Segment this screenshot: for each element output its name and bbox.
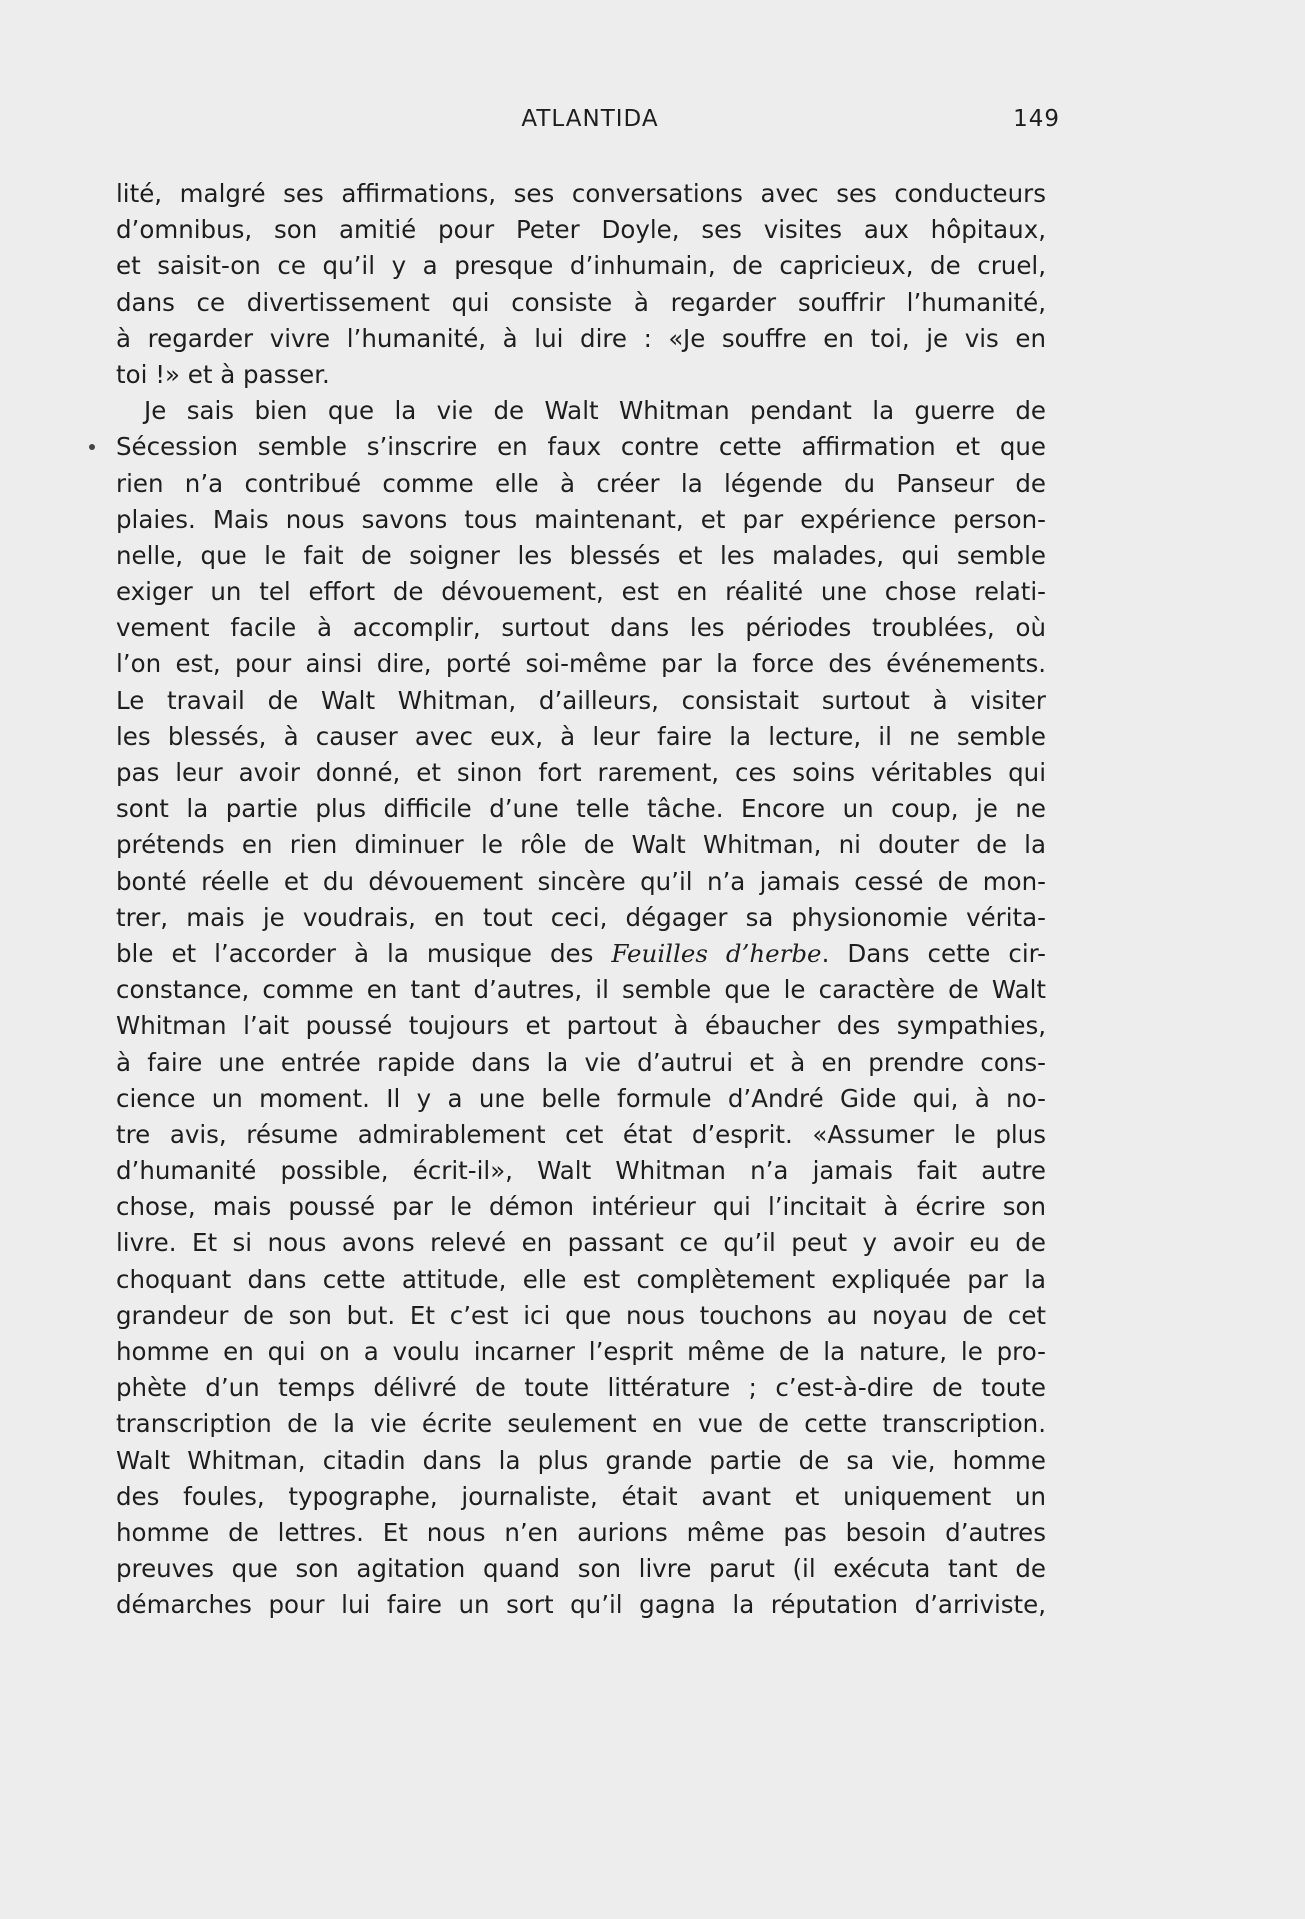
text-line: exiger un tel effort de dévouement, est en réalité une chose relati- [116, 577, 1046, 607]
text-line: prétends en rien diminuer le rôle de Walt Whitman, ni douter de la [116, 830, 1046, 860]
text-line: sont la partie plus difficile d’une telle tâche. Encore un coup, je ne [116, 794, 1046, 824]
text-line: à faire une entrée rapide dans la vie d’autrui et à en prendre cons- [116, 1047, 1046, 1077]
text-line: l’on est, pour ainsi dire, porté soi-même par la force des événements. [116, 649, 1046, 679]
text-line: dans ce divertissement qui consiste à regarder souffrir l’humanité, [116, 287, 1046, 317]
text-line: démarches pour lui faire un sort qu’il gagna la réputation d’arriviste, [116, 1590, 1046, 1620]
text-line: d’humanité possible, écrit-il», Walt Whitman n’a jamais fait autre [116, 1156, 1046, 1186]
page-number: 149 [1013, 106, 1060, 132]
text-line: Le travail de Walt Whitman, d’ailleurs, consistait surtout à visiter [116, 685, 1046, 715]
text-line: des foules, typographe, journaliste, était avant et uniquement un [116, 1481, 1046, 1511]
text-line: homme en qui on a voulu incarner l’esprit même de la nature, le pro- [116, 1337, 1046, 1366]
running-title: ATLANTIDA [521, 106, 659, 132]
text-line: cience un moment. Il y a une belle formule d’André Gide qui, à no- [116, 1083, 1046, 1113]
text-line: les blessés, à causer avec eux, à leur faire la lecture, il ne semble [116, 721, 1046, 751]
body-text [116, 176, 1046, 1624]
text-line-segment: . Dans cette cir- [821, 938, 1046, 968]
text-line: plaies. Mais nous savons tous maintenant, et par expérience person- [116, 504, 1046, 534]
text-line: homme de lettres. Et nous n’en aurions même pas besoin d’autres [116, 1517, 1046, 1547]
text-line: pas leur avoir donné, et sinon fort rarement, ces soins véritables qui [116, 758, 1046, 787]
text-line: toi !» et à passer. [116, 359, 330, 389]
book-title-italic: Feuilles d’herbe [611, 938, 822, 968]
text-line: grandeur de son but. Et c’est ici que nous touchons au noyau de cet [116, 1300, 1046, 1330]
text-line: d’omnibus, son amitié pour Peter Doyle, ses visites aux hôpitaux, [116, 215, 1046, 245]
text-line: Walt Whitman, citadin dans la plus grande partie de sa vie, homme [116, 1445, 1046, 1475]
text-line: rien n’a contribué comme elle à créer la légende du Panseur de [116, 468, 1046, 498]
text-line-segment: ble et l’accorder à la musique des [116, 938, 612, 968]
text-line: Whitman l’ait poussé toujours et partout à ébaucher des sympathies, [116, 1011, 1046, 1041]
text-line: choquant dans cette attitude, elle est complètement expliquée par la [116, 1264, 1046, 1294]
text-line: trer, mais je voudrais, en tout ceci, dégager sa physionomie vérita- [116, 902, 1046, 932]
text-line: chose, mais poussé par le démon intérieur qui l’incitait à écrire son [116, 1192, 1046, 1222]
text-line: transcription de la vie écrite seulement en vue de cette transcription. [116, 1409, 1046, 1439]
margin-dot [89, 444, 95, 450]
text-line: constance, comme en tant d’autres, il semble que le caractère de Walt [116, 975, 1046, 1005]
text-line [116, 936, 1046, 972]
text-line: Je sais bien que la vie de Walt Whitman pendant la guerre de [144, 396, 1046, 426]
text-line: phète d’un temps délivré de toute littérature ; c’est-à-dire de toute [116, 1373, 1046, 1403]
text-line: Sécession semble s’inscrire en faux contre cette affirmation et que [116, 432, 1046, 462]
text-line: livre. Et si nous avons relevé en passant ce qu’il peut y avoir eu de [116, 1228, 1046, 1258]
text-line: lité, malgré ses affirmations, ses conversations avec ses conducteurs [116, 179, 1046, 208]
text-line: nelle, que le fait de soigner les blessés et les malades, qui semble [116, 540, 1046, 570]
text-line: et saisit-on ce qu’il y a presque d’inhumain, de capricieux, de cruel, [116, 251, 1046, 281]
text-line: vement facile à accomplir, surtout dans les périodes troublées, où [116, 613, 1046, 643]
text-line: bonté réelle et du dévouement sincère qu’il n’a jamais cessé de mon- [116, 866, 1046, 896]
text-line: preuves que son agitation quand son livre parut (il exécuta tant de [116, 1554, 1046, 1584]
running-head [120, 106, 1060, 140]
text-line: à regarder vivre l’humanité, à lui dire : «Je souffre en toi, je vis en [116, 323, 1046, 353]
text-line: tre avis, résume admirablement cet état d’esprit. «Assumer le plus [116, 1119, 1046, 1149]
